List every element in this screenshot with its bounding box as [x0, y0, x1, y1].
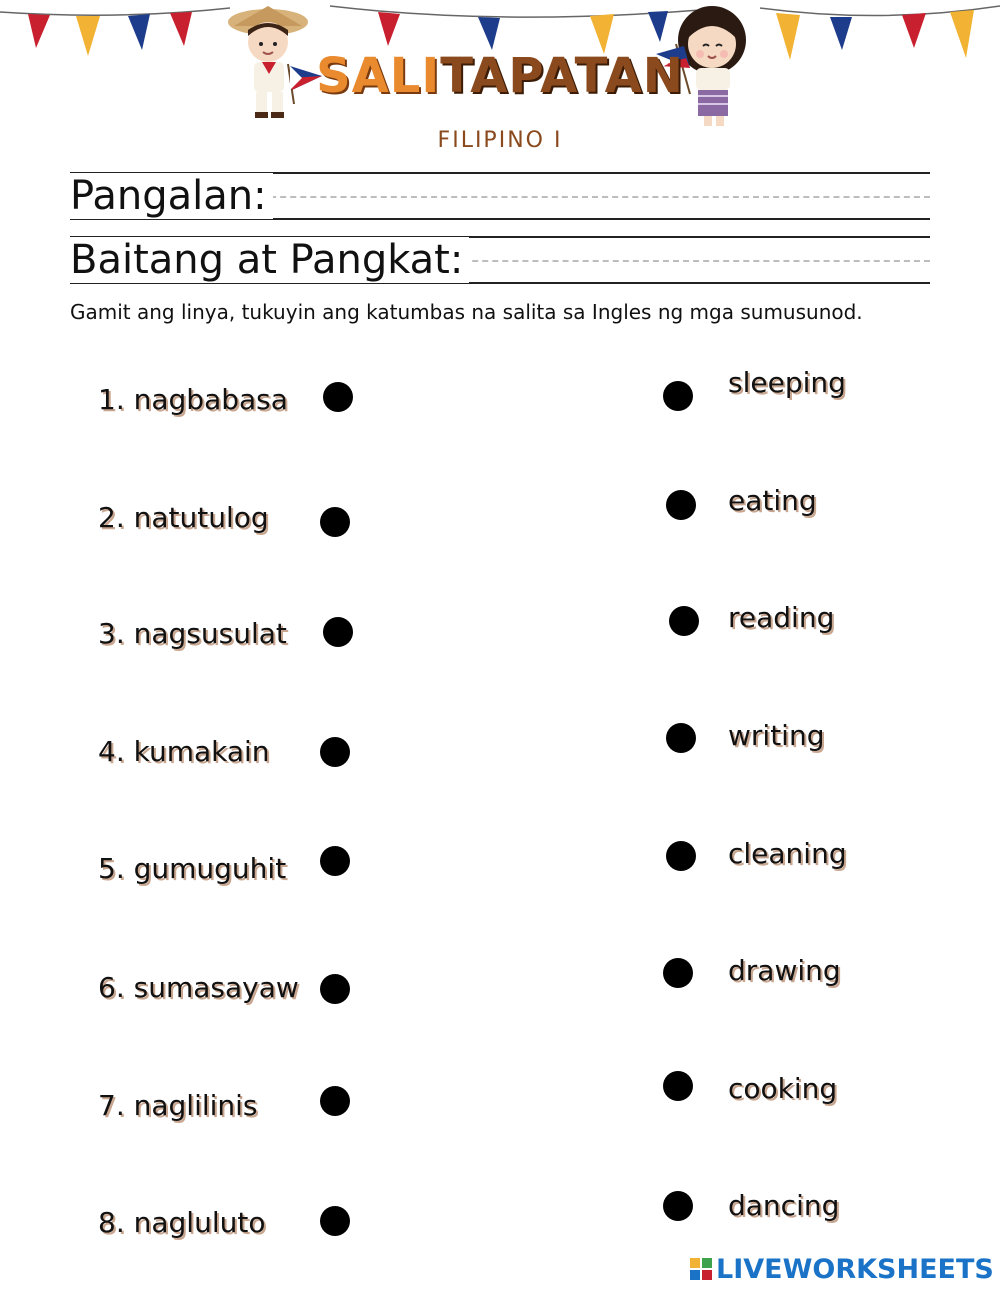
right-match-dot-8[interactable] [663, 1191, 693, 1221]
left-match-dot-7[interactable] [320, 1086, 350, 1116]
right-match-dot-5[interactable] [666, 841, 696, 871]
liveworksheets-icon [690, 1258, 712, 1280]
right-item-2: eating [728, 484, 817, 517]
right-item-8: dancing [728, 1189, 840, 1222]
right-match-dot-1[interactable] [663, 381, 693, 411]
left-item-7: 7. naglilinis [98, 1089, 258, 1122]
left-match-dot-8[interactable] [320, 1206, 350, 1236]
left-match-dot-5[interactable] [320, 846, 350, 876]
worksheet-title [0, 48, 1000, 104]
right-item-3: reading [728, 601, 835, 634]
title-part-sali: SALI [316, 48, 441, 104]
right-match-dot-3[interactable] [669, 606, 699, 636]
right-match-dot-7[interactable] [663, 1071, 693, 1101]
instruction-text: Gamit ang linya, tukuyin ang katumbas na salita sa Ingles ng mga sumusunod. [70, 300, 863, 324]
field-dashed-line [422, 260, 930, 262]
left-item-3: 3. nagsusulat [98, 617, 287, 650]
left-item-8: 8. nagluluto [98, 1206, 266, 1239]
right-match-dot-6[interactable] [663, 958, 693, 988]
left-item-4: 4. kumakain [98, 735, 270, 768]
title-part-tapatan: TAPATAN [440, 48, 684, 104]
right-item-7: cooking [728, 1072, 838, 1105]
right-match-dot-4[interactable] [666, 723, 696, 753]
left-item-1: 1. nagbabasa [98, 383, 288, 416]
right-item-5: cleaning [728, 837, 847, 870]
name-label: Pangalan: [70, 173, 273, 219]
left-match-dot-4[interactable] [320, 737, 350, 767]
left-item-6: 6. sumasayaw [98, 971, 299, 1004]
right-match-dot-2[interactable] [666, 490, 696, 520]
left-match-dot-3[interactable] [323, 617, 353, 647]
left-match-dot-2[interactable] [320, 507, 350, 537]
left-match-dot-1[interactable] [323, 382, 353, 412]
left-item-5: 5. gumuguhit [98, 852, 287, 885]
right-item-4: writing [728, 719, 825, 752]
left-match-dot-6[interactable] [320, 974, 350, 1004]
left-item-2: 2. natutulog [98, 501, 269, 534]
grade-section-field[interactable] [70, 236, 930, 284]
liveworksheets-logo[interactable] [690, 1252, 994, 1286]
worksheet-subtitle: FILIPINO I [437, 128, 563, 153]
right-item-1: sleeping [728, 366, 846, 399]
grade-section-label: Baitang at Pangkat: [70, 237, 469, 283]
name-field[interactable] [70, 172, 930, 220]
brand-text: LIVEWORKSHEETS [716, 1253, 994, 1285]
right-item-6: drawing [728, 954, 841, 987]
field-dashed-line [250, 196, 930, 198]
